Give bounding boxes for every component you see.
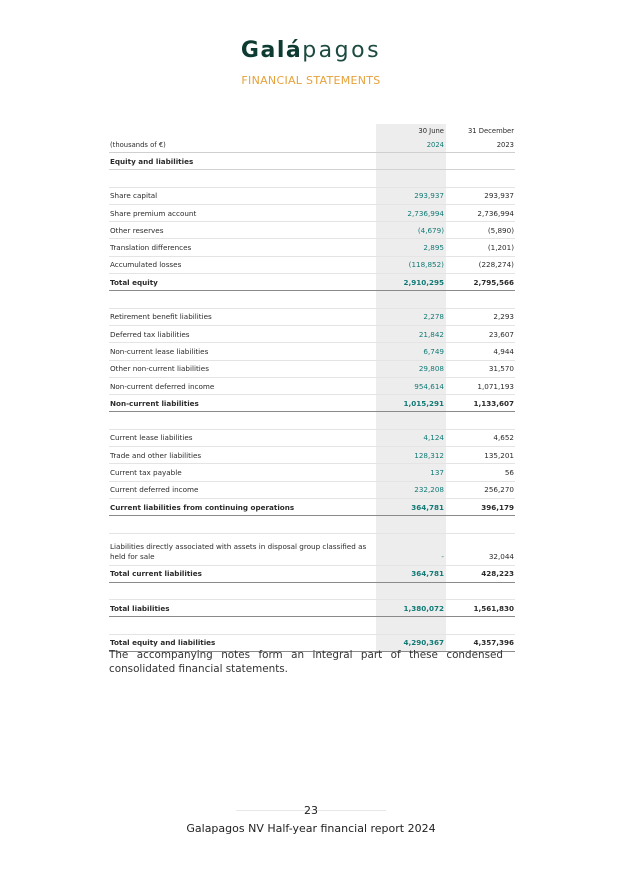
value-2024: 21,842: [376, 325, 446, 342]
row-label: Total current liabilities: [109, 565, 376, 582]
equity-row: [109, 187, 515, 204]
equity-row: [109, 239, 515, 256]
value-2024: 1,015,291: [376, 395, 446, 412]
value-2023: 396,179: [446, 498, 515, 515]
row-label: Other non-current liabilities: [109, 360, 376, 377]
page-number: 23: [304, 804, 318, 817]
value-2024: (118,852): [376, 256, 446, 273]
value-2024: 1,380,072: [376, 600, 446, 617]
value-2023: 56: [446, 464, 515, 481]
footer-title: Galapagos NV Half-year financial report 2024: [186, 822, 436, 835]
logo-part-2: pagos: [302, 38, 382, 63]
value-2024: 364,781: [376, 565, 446, 582]
row-label: Other reserves: [109, 222, 376, 239]
spacer-row: [109, 516, 515, 533]
value-2023: 1,071,193: [446, 377, 515, 394]
header-row: [109, 124, 515, 138]
value-2023: 293,937: [446, 187, 515, 204]
row-label: Total liabilities: [109, 600, 376, 617]
value-2023: (228,274): [446, 256, 515, 273]
value-2023: 2,736,994: [446, 204, 515, 221]
value-2024: 232,208: [376, 481, 446, 498]
value-2023: 4,652: [446, 429, 515, 446]
value-2023: 32,044: [446, 533, 515, 565]
disposal-row: [109, 533, 515, 565]
value-2023: 4,357,396: [446, 634, 515, 651]
equity-row: [109, 204, 515, 221]
row-label: Deferred tax liabilities: [109, 325, 376, 342]
col1-heading: 30 June: [376, 124, 446, 138]
value-2024: -: [376, 533, 446, 565]
value-2023: 23,607: [446, 325, 515, 342]
value-2024: 2,278: [376, 308, 446, 325]
value-2023: 1,561,830: [446, 600, 515, 617]
units-label: (thousands of €): [109, 138, 376, 153]
spacer-row: [109, 170, 515, 187]
noncurrent-row: [109, 325, 515, 342]
row-label: Non-current lease liabilities: [109, 343, 376, 360]
section-subtitle: FINANCIAL STATEMENTS: [241, 74, 381, 87]
value-2023: 135,201: [446, 447, 515, 464]
row-label: Non-current liabilities: [109, 395, 376, 412]
value-2024: 4,124: [376, 429, 446, 446]
current-row: [109, 447, 515, 464]
noncurrent-row: [109, 377, 515, 394]
value-2024: 2,895: [376, 239, 446, 256]
row-label: Share premium account: [109, 204, 376, 221]
row-label: Total equity and liabilities: [109, 634, 376, 651]
row-label: Current deferred income: [109, 481, 376, 498]
footnote: The accompanying notes form an integral part of these condensed consolidated financial statements.: [109, 649, 503, 675]
value-2023: 2,293: [446, 308, 515, 325]
section-title-row: [109, 153, 515, 170]
value-2024: 29,808: [376, 360, 446, 377]
spacer-row: [109, 291, 515, 308]
total-current-continuing-row: [109, 498, 515, 515]
value-2024: 4,290,367: [376, 634, 446, 651]
row-label: Accumulated losses: [109, 256, 376, 273]
total-current-row: [109, 565, 515, 582]
value-2023: 428,223: [446, 565, 515, 582]
row-label: Total equity: [109, 274, 376, 291]
equity-row: [109, 256, 515, 273]
equity-row: [109, 222, 515, 239]
col2-year: 2023: [446, 138, 515, 153]
value-2023: 4,944: [446, 343, 515, 360]
col1-year: 2024: [376, 138, 446, 153]
value-2024: 293,937: [376, 187, 446, 204]
row-label: Liabilities directly associated with assets in disposal group classified as held for sale: [109, 533, 376, 565]
value-2024: 364,781: [376, 498, 446, 515]
section-title: Equity and liabilities: [109, 153, 376, 170]
current-row: [109, 481, 515, 498]
row-label: Current tax payable: [109, 464, 376, 481]
value-2024: 137: [376, 464, 446, 481]
col2-heading: 31 December: [467, 127, 514, 135]
value-2023: (1,201): [446, 239, 515, 256]
noncurrent-row: [109, 343, 515, 360]
value-2023: 256,270: [446, 481, 515, 498]
noncurrent-row: [109, 360, 515, 377]
value-2024: 954,614: [376, 377, 446, 394]
current-row: [109, 429, 515, 446]
value-2023: 2,795,566: [446, 274, 515, 291]
row-label: Non-current deferred income: [109, 377, 376, 394]
value-2023: 31,570: [446, 360, 515, 377]
spacer-row: [109, 412, 515, 429]
value-2023: (5,890): [446, 222, 515, 239]
balance-sheet-table: [109, 124, 515, 652]
year-row: [109, 138, 515, 153]
spacer-row: [109, 582, 515, 599]
total-equity-row: [109, 274, 515, 291]
value-2024: 128,312: [376, 447, 446, 464]
total-liabilities-row: [109, 600, 515, 617]
balance-sheet-table-wrap: [109, 124, 515, 652]
total-noncurrent-row: [109, 395, 515, 412]
company-logo: [0, 38, 622, 63]
value-2024: 2,910,295: [376, 274, 446, 291]
value-2024: 6,749: [376, 343, 446, 360]
row-label: Share capital: [109, 187, 376, 204]
row-label: Current liabilities from continuing operations: [109, 498, 376, 515]
row-label: Retirement benefit liabilities: [109, 308, 376, 325]
value-2023: 1,133,607: [446, 395, 515, 412]
row-label: Translation differences: [109, 239, 376, 256]
value-2024: 2,736,994: [376, 204, 446, 221]
logo-part-1: Galá: [240, 38, 303, 63]
noncurrent-row: [109, 308, 515, 325]
row-label: Current lease liabilities: [109, 429, 376, 446]
value-2024: (4,679): [376, 222, 446, 239]
row-label: Trade and other liabilities: [109, 447, 376, 464]
current-row: [109, 464, 515, 481]
spacer-row: [109, 617, 515, 634]
